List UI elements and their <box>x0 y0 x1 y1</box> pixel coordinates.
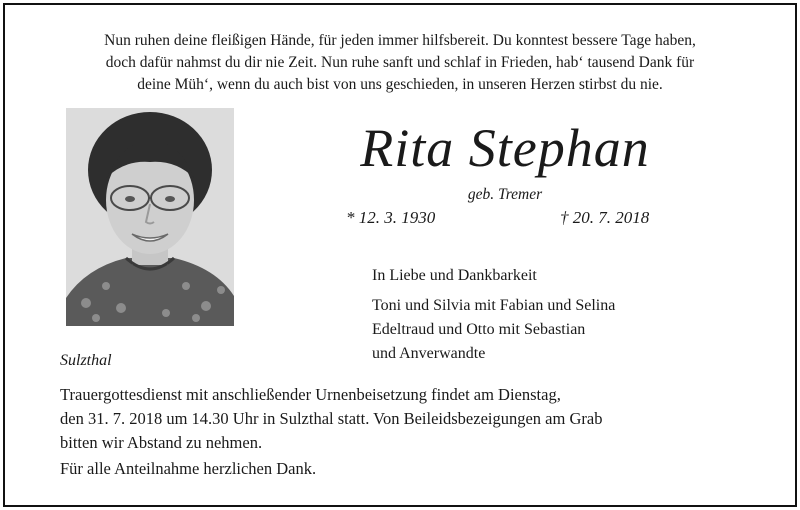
mourners-block <box>372 264 615 366</box>
service-line: Trauergottesdienst mit anschließender Urnenbeisetzung findet am Dienstag, <box>60 385 561 404</box>
maiden-name: geb. Tremer <box>467 186 543 203</box>
thanks-note: Für alle Anteilnahme herzlichen Dank. <box>60 459 317 478</box>
funeral-service-notice <box>60 383 760 455</box>
mourner-line: Edeltraud und Otto mit Sebastian <box>372 321 586 338</box>
death-date: † 20. 7. 2018 <box>560 208 650 227</box>
poem-line: Nun ruhen deine fleißigen Hände, für jeden immer hilfsbereit. Du konntest bessere Tage haben, <box>104 32 696 49</box>
service-line: den 31. 7. 2018 um 14.30 Uhr in Sulzthal statt. Von Beileidsbezeigungen am Grab <box>60 409 603 428</box>
place-name: Sulzthal <box>60 352 112 369</box>
mourner-line: und Anverwandte <box>372 345 486 362</box>
deceased-name: Rita Stephan <box>360 118 650 178</box>
memorial-poem <box>20 30 780 96</box>
mourners-intro: In Liebe und Dankbarkeit <box>372 267 537 284</box>
portrait-photo <box>66 108 234 326</box>
birth-date: * 12. 3. 1930 <box>346 208 436 227</box>
service-line: bitten wir Abstand zu nehmen. <box>60 433 263 452</box>
poem-line: deine Müh‘, wenn du auch bist von uns geschieden, in unseren Herzen stirbst du nie. <box>137 76 663 93</box>
mourner-line: Toni und Silvia mit Fabian und Selina <box>372 297 616 314</box>
poem-line: doch dafür nahmst du dir nie Zeit. Nun ruhe sanft und schlaf in Frieden, hab‘ tausend Dank für <box>105 54 695 71</box>
